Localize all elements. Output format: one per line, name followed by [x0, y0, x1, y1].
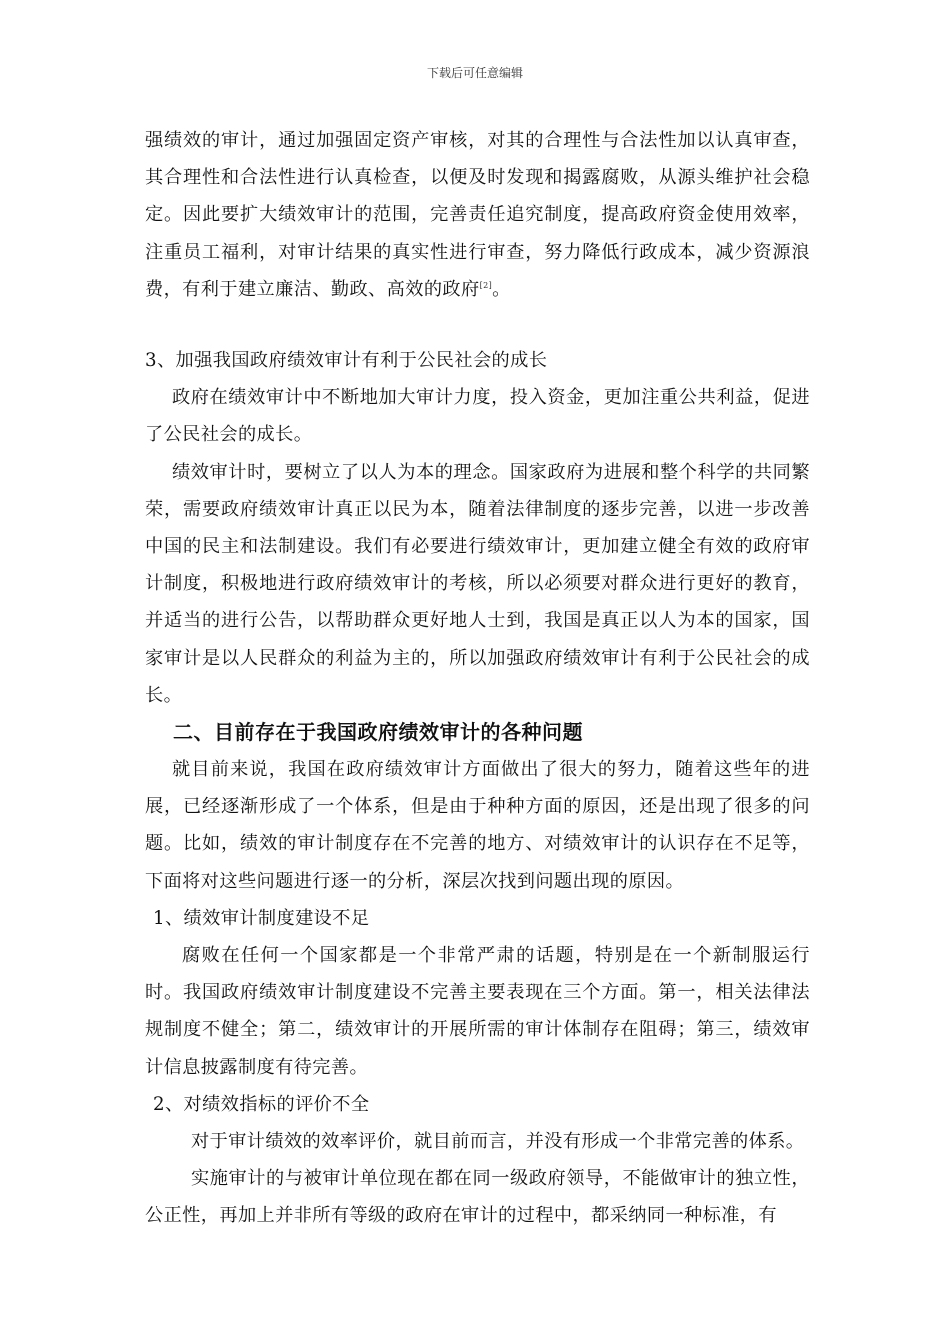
paragraph-3: 绩效审计时，要树立了以人为本的理念。国家政府为进展和整个科学的共同繁荣，需要政府绩效审计真正以民为本，随着法律制度的逐步完善，以进一步改善中国的民主和法制建设。我们有必要进行绩效审计，更加建立健全有效的政府审计制度，积极地进行政府绩效审计的考核，所以必须要对群众进行更好的教育，并适当的进行公告，以帮助群众更好地人士到，我国是真正以人为本的国家，国家审计是以人民群众的利益为主的，所以加强政府绩效审计有利于公民社会的成长。	[145, 461, 810, 706]
paragraph-6: 对于审计绩效的效率评价，就目前而言，并没有形成一个非常完善的体系。	[191, 1131, 805, 1153]
paragraph-1-end: 。	[492, 278, 511, 300]
paragraph-1	[145, 122, 810, 308]
document-body	[145, 122, 810, 1235]
paragraph-1-text: 强绩效的审计，通过加强固定资产审核，对其的合理性与合法性加以认真审查，其合理性和合法性进行认真检查，以便及时发现和揭露腐败，从源头维护社会稳定。因此要扩大绩效审计的范围，完善责任追究制度，提高政府资金使用效率，注重员工福利，对审计结果的真实性进行审查，努力降低行政成本，减少资源浪费，有利于建立廉洁、勤政、高效的政府	[145, 130, 810, 300]
paragraph-5: 腐败在任何一个国家都是一个非常严肃的话题，特别是在一个新制服运行时。我国政府绩效审计制度建设不完善主要表现在三个方面。第一，相关法律法规制度不健全；第二，绩效审计的开展所需的审计体制存在阻碍；第三，绩效审计信息披露制度有待完善。	[145, 945, 810, 1078]
spacer	[145, 308, 810, 342]
page-header: 下载后可任意编辑	[426, 66, 523, 80]
subheading-2: 2、对绩效指标的评价不全	[153, 1093, 370, 1115]
paragraph-4: 就目前来说，我国在政府绩效审计方面做出了很大的努力，随着这些年的进展，已经逐渐形成了一个体系，但是由于种种方面的原因，还是出现了很多的问题。比如，绩效的审计制度存在不完善的地方、对绩效审计的认识存在不足等，下面将对这些问题进行逐一的分析，深层次找到问题出现的原因。	[145, 759, 810, 892]
subheading-1: 1、绩效审计制度建设不足	[153, 907, 370, 929]
subheading-3: 3、加强我国政府绩效审计有利于公民社会的成长	[145, 350, 548, 372]
paragraph-2: 政府在绩效审计中不断地加大审计力度，投入资金，更加注重公共利益，促进了公民社会的成长。	[145, 387, 810, 446]
paragraph-7: 实施审计的与被审计单位现在都在同一级政府领导，不能做审计的独立性，公正性，再加上并非所有等级的政府在审计的过程中，都采纳同一种标准，有	[145, 1168, 810, 1227]
citation-ref: [2]	[479, 280, 493, 290]
section-heading-2: 二、目前存在于我国政府绩效审计的各种问题	[173, 720, 583, 745]
